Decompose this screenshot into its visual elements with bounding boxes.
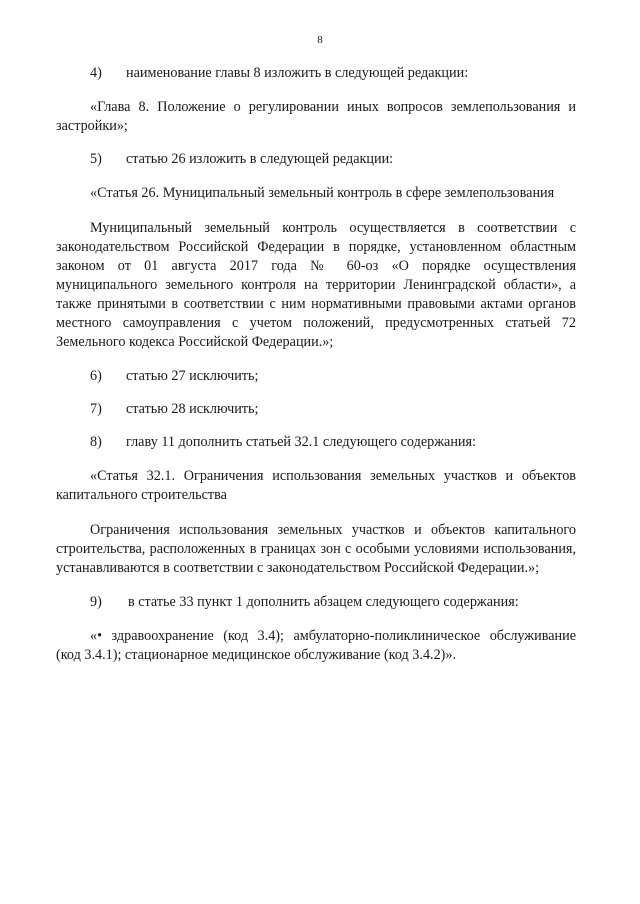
item-number-4: 4) (90, 65, 102, 81)
item-text-6: статью 27 исключить; (126, 368, 259, 384)
item-text-9: в статье 33 пункт 1 дополнить абзацем следующего содержания: (128, 594, 519, 610)
article32-1-title-line-1: «Статья 32.1. Ограничения использования земельных участков и объектов (90, 468, 576, 484)
article26-line-4: муниципального земельного контроля на территории Ленинградской области», а (56, 277, 576, 293)
item-number-6: 6) (90, 368, 102, 384)
item-text-5: статью 26 изложить в следующей редакции: (126, 151, 394, 167)
chapter8-heading-line-2: застройки»; (56, 118, 128, 134)
article26-line-1: Муниципальный земельный контроль осуществляется в соответствии с (90, 220, 576, 236)
bullet-line-1: «• здравоохранение (код 3.4); амбулаторно-поликлиническое обслуживание (90, 628, 576, 644)
item-text-8: главу 11 дополнить статьей 32.1 следующего содержания: (126, 434, 476, 450)
item-text-7: статью 28 исключить; (126, 401, 259, 417)
article26-line-5: также принятыми в соответствии с ним нормативными правовыми актами органов (56, 296, 576, 312)
item-number-5: 5) (90, 151, 102, 167)
article32-1-line-1: Ограничения использования земельных участков и объектов капитального (90, 522, 576, 538)
article32-1-line-2: строительства, расположенных в границах зон с особыми условиями использования, (56, 541, 576, 557)
item-number-9: 9) (90, 594, 102, 610)
article32-1-line-3: устанавливаются в соответствии с законодательством Российской Федерации.»; (56, 560, 540, 576)
item-text-4: наименование главы 8 изложить в следующей редакции: (126, 65, 469, 81)
article26-line-3: законом от 01 августа 2017 года № 60-оз «О порядке осуществления (56, 258, 576, 274)
article32-1-title-line-2: капитального строительства (56, 487, 227, 503)
bullet-line-2: (код 3.4.1); стационарное медицинское обслуживание (код 3.4.2)». (56, 647, 457, 663)
article26-line-2: законодательством Российской Федерации в порядке, установленном областным (56, 239, 576, 255)
page-number: 8 (317, 34, 323, 46)
article26-title: «Статья 26. Муниципальный земельный контроль в сфере землепользования (90, 185, 555, 201)
article26-line-7: Земельного кодекса Российской Федерации.»; (56, 334, 334, 350)
article26-line-6: местного самоуправления с учетом положений, предусмотренных статьей 72 (56, 315, 576, 331)
item-number-7: 7) (90, 401, 102, 417)
chapter8-heading-line-1: «Глава 8. Положение о регулировании иных вопросов землепользования и (90, 99, 576, 115)
item-number-8: 8) (90, 434, 102, 450)
